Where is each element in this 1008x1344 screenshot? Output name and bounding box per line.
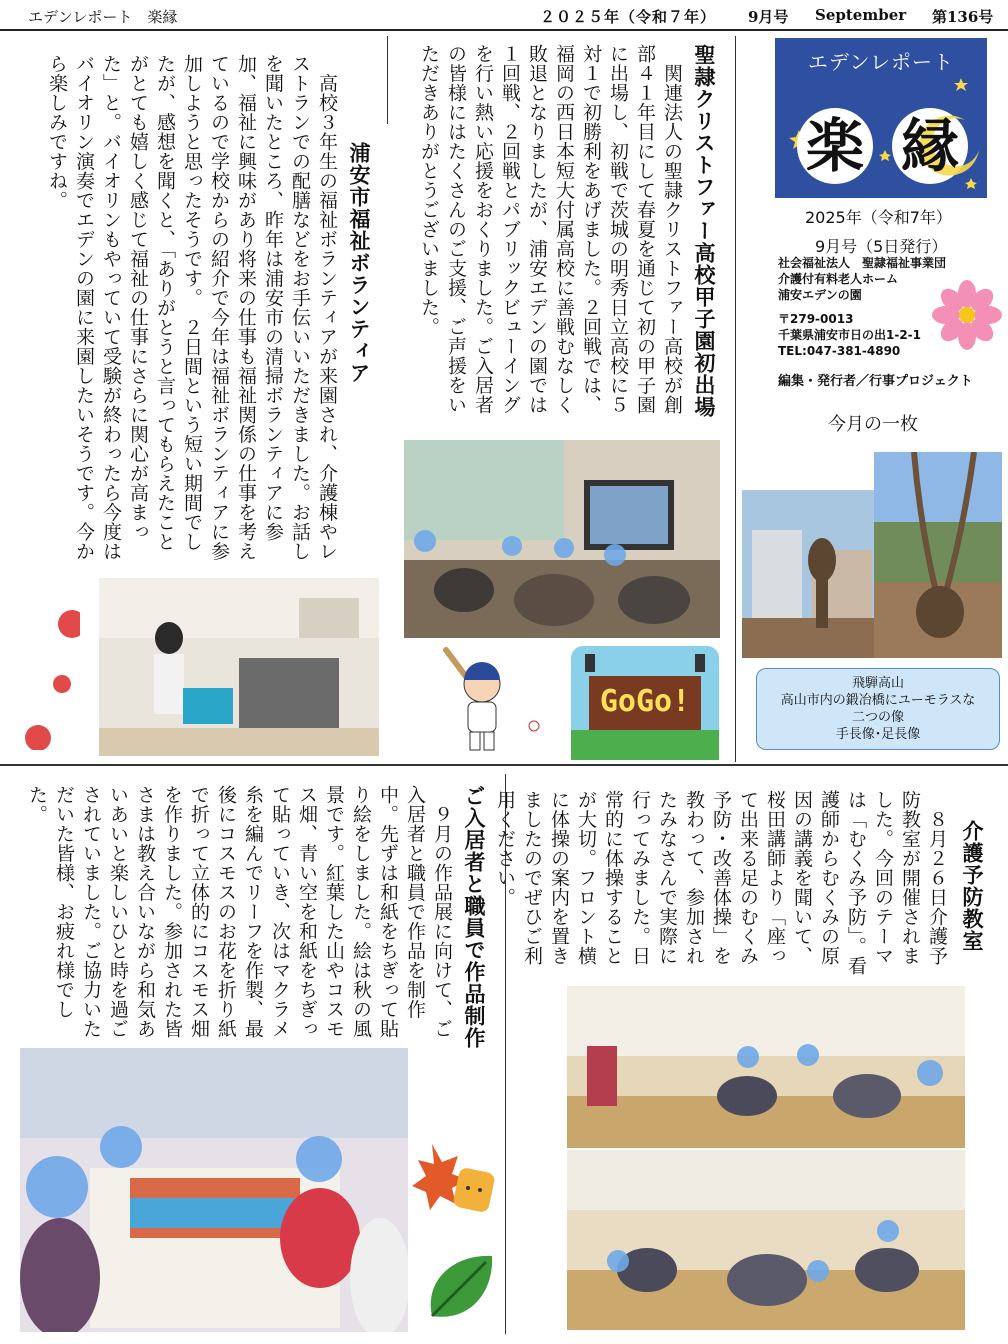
- header-date: ２０２５年（令和７年）: [540, 8, 717, 26]
- green-leaf-icon: [424, 1250, 498, 1324]
- takayama-photo-left: [742, 490, 874, 658]
- stadium-sign-text: GoGo!: [599, 684, 691, 719]
- masthead-year: 2025年（令和7年）: [805, 208, 952, 227]
- craft-photo: [20, 1048, 408, 1332]
- privacy-blur: [877, 1220, 899, 1242]
- caption-line-2: 高山市内の鍛冶橋にユーモラスな: [780, 693, 976, 708]
- kaigo-title: 介護予防教室: [960, 820, 984, 952]
- privacy-blur: [554, 538, 574, 558]
- privacy-blur: [502, 536, 522, 556]
- header-month-en: September: [815, 6, 907, 24]
- takayama-photo-right: [874, 452, 1002, 658]
- photo-of-month-label: 今月の一枚: [828, 414, 918, 435]
- vertical-divider-top-right: [735, 36, 736, 762]
- kaigo-photo-1: [567, 986, 965, 1148]
- privacy-blur: [807, 1260, 829, 1282]
- masthead-title-char2: 縁: [900, 112, 959, 180]
- baseball-icon: [528, 720, 540, 732]
- koshien-title: 聖隷クリストファー高校甲子園初出場: [692, 44, 716, 418]
- privacy-blur: [296, 1136, 342, 1182]
- kaigo-body: ８月２６日介護予防教室が開催されました。今回のテーマは「むくみ予防」。看護師からむくみの原因の講義を聞いて、桜田講師より「座って出来る足のむくみ予防・改善体操」を教わって、参加されたみなさんで実際に行ってみました。日常的に体操することが大切。フロント横に体操の案内を置きましたのでぜひご利用ください。: [494, 790, 948, 976]
- org-facility: 介護付有料老人ホーム: [778, 272, 899, 286]
- masthead-subtitle: エデンレポート: [807, 50, 955, 74]
- editor: 編集・発行者／行事プロジェクト: [778, 374, 973, 389]
- masthead: [775, 38, 987, 198]
- header-rule: [0, 29, 1008, 31]
- horizontal-divider: [0, 764, 1008, 766]
- header-issue: 9月号: [748, 8, 789, 26]
- org-name: 社会福祉法人 聖隷福祉事業団: [778, 256, 947, 270]
- privacy-blur: [604, 544, 626, 566]
- volunteer-body: 高校３年生の福祉ボランティアが来園され、介護棟やレストランでの配膳などをお手伝いいただきました。お話しを聞いたところ、昨年は浦安市の清掃ボランティアに参加、福祉に興味があり将来の仕事も福祉関係の仕事を考えているので学校からの紹介で今年は福祉ボランティアに参加しようと思ったそうです。 ２日間という短い期間でしたが、感想を聞くと、「ありがとうと言ってもらえたことがとても嬉しく感じて福祉の仕事にさらに関心が高まった」と。バイオリンもやっていて受験が終わったら今度はバイオリン演奏でエデンの園に来園したいそうです。今から楽しみですね。: [46, 54, 338, 561]
- koshien-body: 関連法人の聖隷クリストファー高校が創部４１年目にして春夏を通じて初の甲子園に出場し、初戦で茨城の明秀日立高校に５対１で初勝利をあげました。２回戦では、福岡の西日本短大付属高校に善戦むなしく敗退となりましたが、浦安エデンの園では１回戦、２回戦とパブリックビューイングを行い熱い応援をおくりました。ご入居者の皆様にはたくさんのご支援、ご声援をいただきありがとうございました。: [418, 44, 683, 415]
- autumn-leaves-icon: [412, 1136, 498, 1222]
- stadium-illustration: [571, 646, 719, 760]
- caption-line-4: 手長像･足長像: [835, 727, 921, 742]
- org-home: 浦安エデンの園: [778, 288, 862, 302]
- privacy-blur: [414, 530, 436, 552]
- postal-code: 〒279-0013: [778, 312, 854, 326]
- public-viewing-photo: [404, 440, 720, 638]
- telephone: TEL:047-381-4890: [778, 344, 901, 358]
- privacy-blur: [737, 1046, 759, 1068]
- masthead-issue: 9月号（5日発行）: [815, 237, 948, 256]
- photo-caption-box: [756, 668, 1000, 750]
- privacy-blur: [797, 1044, 819, 1066]
- vertical-divider-top: [387, 36, 388, 124]
- privacy-blur: [917, 1060, 943, 1086]
- caption-line-1: 飛騨高山: [851, 676, 904, 691]
- privacy-blur: [607, 1250, 629, 1272]
- red-ball-decoration-icon: [20, 600, 80, 750]
- volunteer-photo: [99, 578, 379, 756]
- baseball-player-icon: [426, 640, 526, 754]
- volunteer-title: 浦安市福祉ボランティア: [347, 142, 371, 384]
- sakuhin-body: ９月の作品展に向けて、ご入居者と職員で作品を制作中。先ずは和紙をちぎって貼り絵をしました。絵は秋の風景です。紅葉した山やコスモス畑、青い空を和紙をちぎって貼っていき、次はマクラメ糸を編んでリーフを作製、最後にコスモスのお花を折り紙で折って立体的にコスモス畑を作りました。参加された皆さまは教え合いながら和気あいあいと楽しいひと時を過ごされていました。ご協力いただいた皆様、お疲れ様でした。: [26, 785, 453, 1039]
- masthead-title-char1: 楽: [805, 112, 864, 180]
- caption-line-3: 二つの像: [851, 710, 904, 725]
- header-number: 第136号: [932, 8, 994, 26]
- privacy-blur: [26, 1156, 88, 1218]
- cosmos-flower-icon: [932, 280, 1002, 350]
- header-left: エデンレポート 楽縁: [28, 8, 178, 26]
- address: 千葉県浦安市日の出1-2-1: [778, 328, 922, 342]
- privacy-blur: [100, 1126, 142, 1168]
- kaigo-photo-2: [567, 1150, 965, 1330]
- sakuhin-title: ご入居者と職員で作品制作: [462, 785, 486, 1049]
